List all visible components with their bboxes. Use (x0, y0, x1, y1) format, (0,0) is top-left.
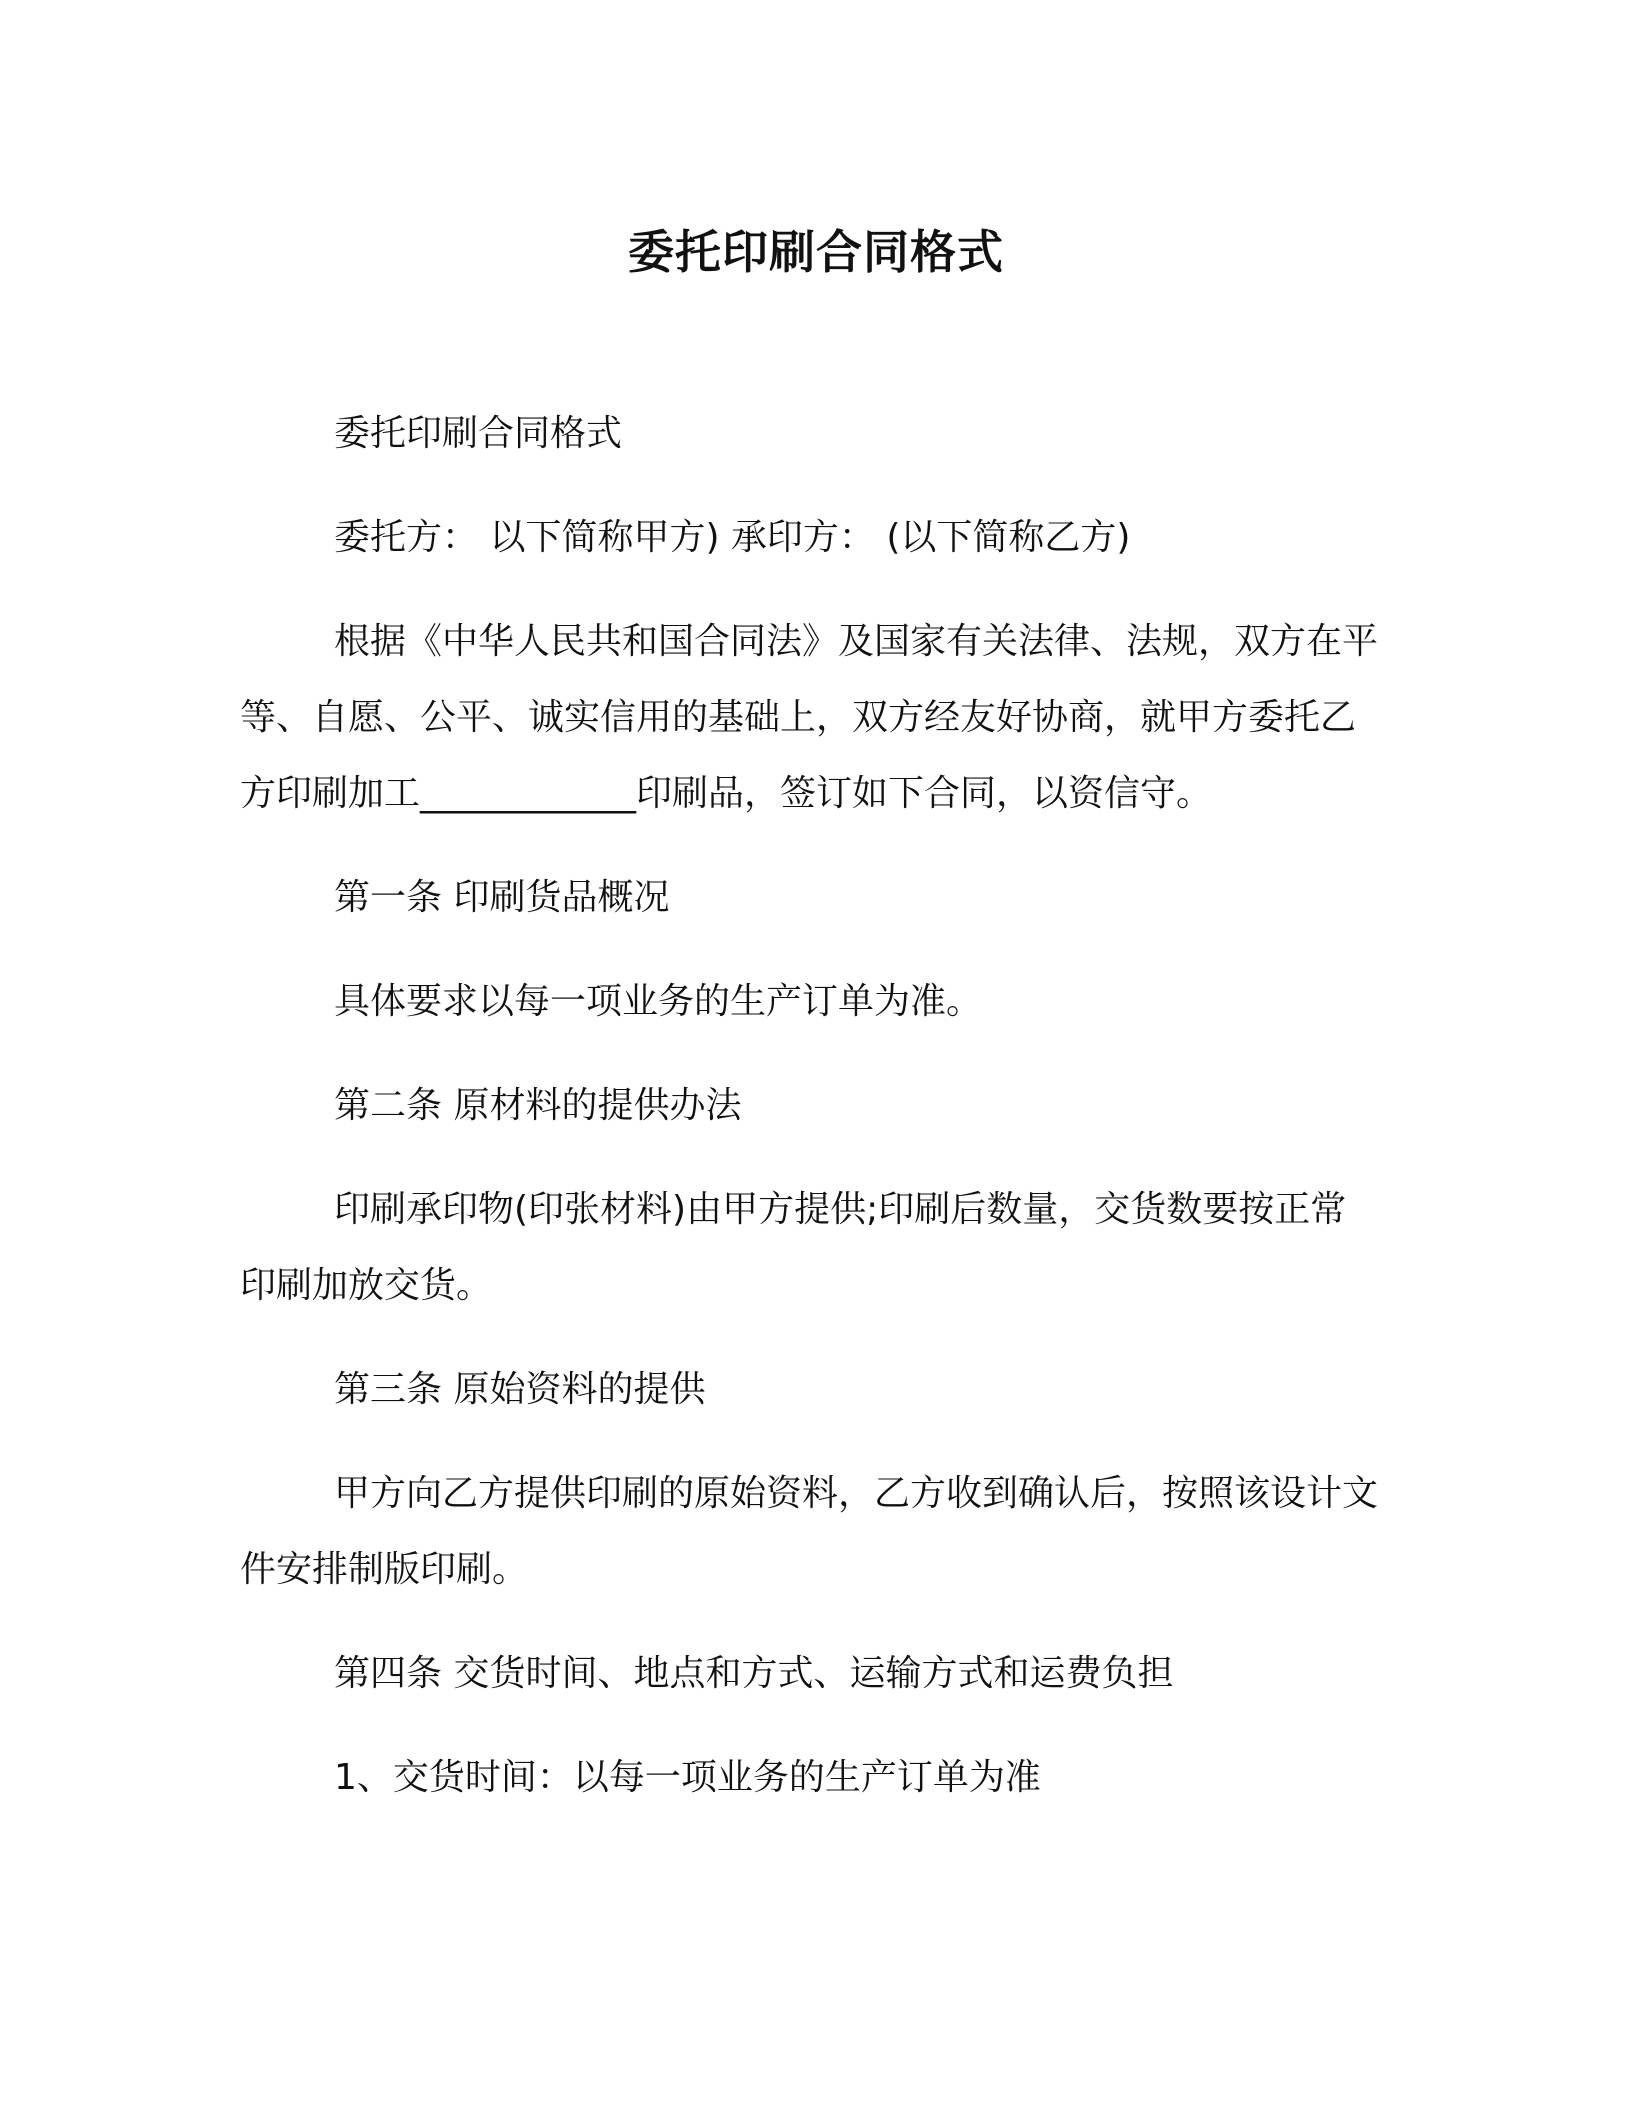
document-title: 委托印刷合同格式 (628, 225, 1004, 279)
article-4-item-1: 1、交货时间：以每一项业务的生产订单为准 (334, 1757, 1041, 1798)
article-2-text: 印刷承印物(印张材料)由甲方提供;印刷后数量，交货数要按正常印刷加放交货。 (240, 1189, 1347, 1306)
paragraph-heading: 委托印刷合同格式 (334, 413, 623, 454)
document-body (240, 396, 1380, 1844)
article-2-heading: 第二条 原材料的提供办法 (334, 1085, 742, 1126)
article-1-text: 具体要求以每一项业务的生产订单为准。 (334, 981, 983, 1022)
article-3-text: 甲方向乙方提供印刷的原始资料，乙方收到确认后，按照该设计文件安排制版印刷。 (240, 1473, 1379, 1590)
paragraph-preamble: 根据《中华人民共和国合同法》及国家有关法律、法规，双方在平等、自愿、公平、诚实信用的基础上，双方经友好协商，就甲方委托乙方印刷加工____________印刷品，签订如下合同，以资信守。 (240, 621, 1379, 814)
article-3-heading: 第三条 原始资料的提供 (334, 1369, 706, 1410)
article-1-heading: 第一条 印刷货品概况 (334, 877, 670, 918)
article-4-heading: 第四条 交货时间、地点和方式、运输方式和运费负担 (334, 1653, 1174, 1694)
paragraph-parties: 委托方： 以下简称甲方) 承印方： (以下简称乙方) (334, 517, 1131, 558)
